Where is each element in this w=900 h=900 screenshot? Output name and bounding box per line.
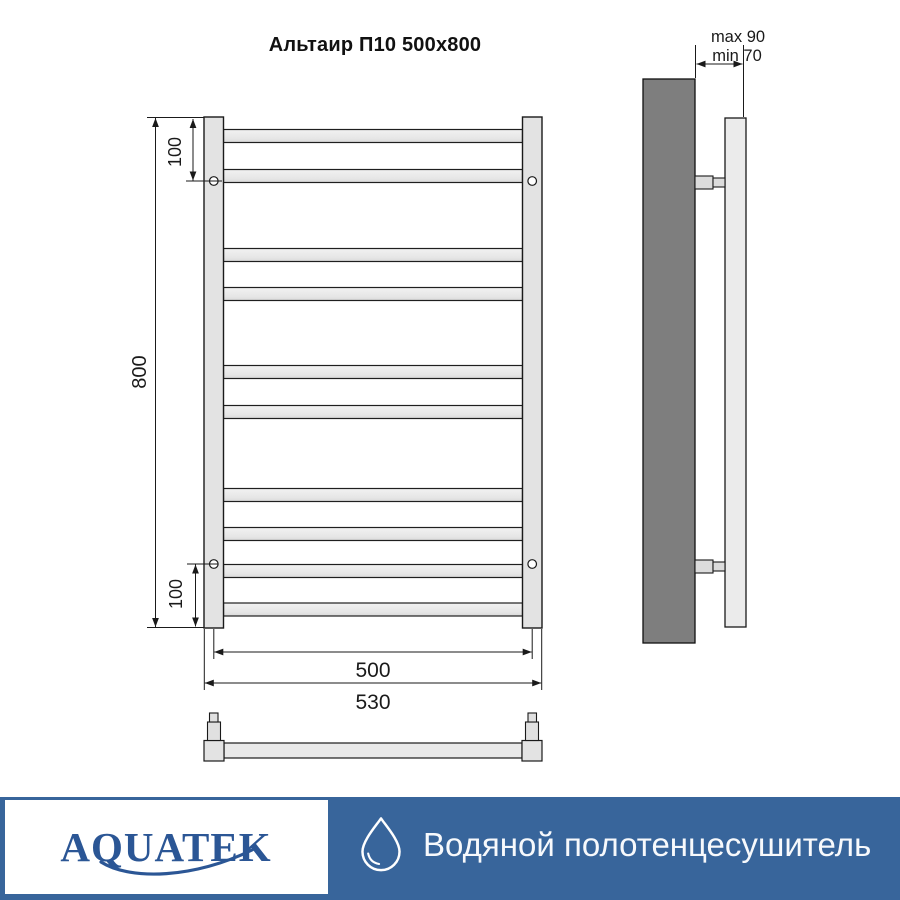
fitting-cap [210, 713, 219, 722]
rung [224, 170, 523, 183]
bracket-block [695, 176, 713, 189]
product-type-label: Водяной полотенцесушитель [423, 826, 872, 863]
end-block [204, 741, 224, 762]
rung [224, 406, 523, 419]
bracket-pin [713, 562, 725, 571]
dim-800-label: 800 [129, 355, 151, 389]
fitting [526, 722, 539, 741]
wall [643, 79, 695, 643]
rung [224, 366, 523, 379]
end-block [522, 741, 542, 762]
fittings [208, 713, 539, 741]
footer-banner [0, 797, 900, 900]
aquatek-logo [5, 800, 328, 894]
rung [224, 489, 523, 502]
dim-500-label: 500 [355, 659, 391, 682]
fitting-cap [528, 713, 537, 722]
top-view [204, 713, 542, 761]
dim-max-label: max 90 [710, 28, 766, 46]
brand-logo-box [5, 800, 328, 894]
rungs [224, 130, 523, 617]
dim-100-top-label: 100 [165, 136, 185, 168]
rung [224, 565, 523, 578]
side-view [643, 28, 765, 643]
brand-name: AQUATEK [60, 824, 272, 870]
dim-min-label: min 70 [712, 47, 762, 65]
rail-profile [725, 118, 746, 627]
product-title: Альтаир П10 500x800 [268, 34, 482, 56]
bracket-pin [713, 178, 725, 187]
hole [528, 560, 537, 569]
rung [224, 288, 523, 301]
fitting [208, 722, 221, 741]
dim-100-bottom-label: 100 [166, 578, 186, 610]
rung [224, 249, 523, 262]
bracket-block [695, 560, 713, 573]
rung [224, 528, 523, 541]
rung [224, 130, 523, 143]
water-drop-icon [358, 816, 404, 873]
wall-brackets [695, 176, 725, 573]
left-post [204, 117, 224, 628]
right-post [523, 117, 543, 628]
dim-530-label: 530 [355, 691, 391, 714]
hole [528, 177, 537, 186]
front-view [204, 117, 542, 628]
crossbar-tube [224, 743, 522, 758]
rung [224, 603, 523, 616]
